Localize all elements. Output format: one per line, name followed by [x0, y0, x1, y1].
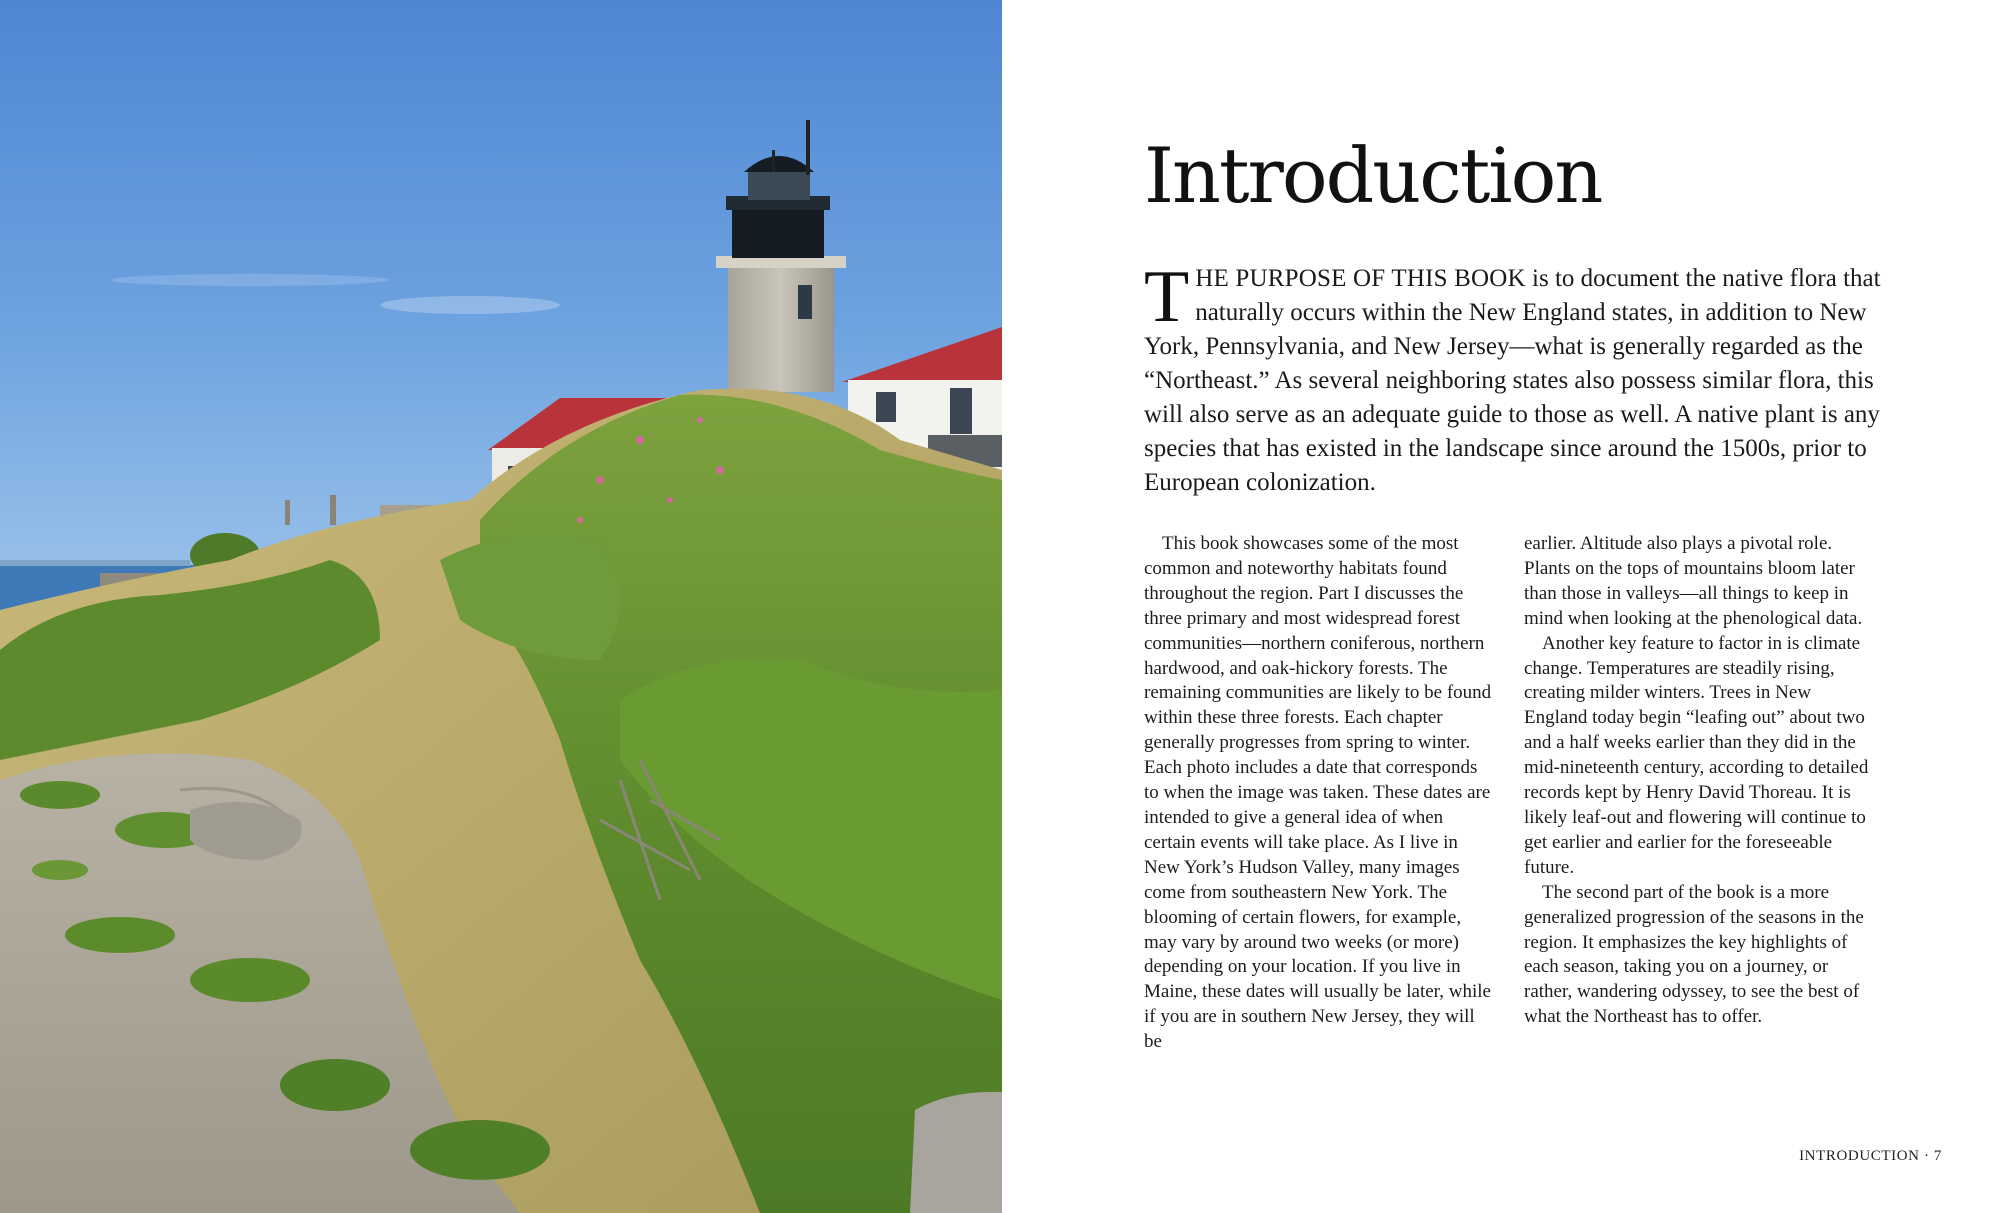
body-column-right — [1524, 532, 1876, 1030]
drop-cap: T — [1144, 256, 1190, 338]
page-folio: INTRODUCTION · 7 — [1799, 1148, 1942, 1164]
body-paragraph: earlier. Altitude also plays a pivotal role. Plants on the tops of mountains bloom later than those in valleys—all things to keep in mind when looking at the phenological data. — [1524, 533, 1863, 629]
body-column-left — [1144, 532, 1496, 1055]
lead-smallcaps: HE PURPOSE OF THIS BOOK — [1195, 265, 1526, 292]
text-page — [1002, 0, 2000, 1213]
body-paragraph: This book showcases some of the most common and noteworthy habitats found throughout the region. Part I discusses the three primary and most widespread forest communities—northern coniferous, northern hardwood, and oak-hickory forests. The remaining communities are likely to be found within these three forests. Each chapter generally progresses from spring to winter. Each photo includes a date that corresponds to when the image was taken. These dates are intended to give a general idea of when certain events will take place. As I live in New York’s Hudson Valley, many images come from southeastern New York. The blooming of certain flowers, for example, may vary by around two weeks (or more) depending on your location. If you live in Maine, these dates will usually be later, while if you are in southern New Jersey, they will be — [1144, 533, 1492, 1053]
lead-paragraph — [1144, 256, 1894, 500]
page-title: Introduction — [1144, 131, 1602, 220]
body-paragraph: The second part of the book is a more generalized progression of the seasons in the region. It emphasizes the key highlights of each season, taking you on a journey, or rather, wandering odyssey, to see the best of what the Northeast has to offer. — [1524, 881, 1864, 1028]
body-paragraph: Another key feature to factor in is climate change. Temperatures are steadily rising, creating milder winters. Trees in New England today begin “leafing out” about two and a half weeks earlier than they did in the mid-nineteenth century, according to detailed records kept by Henry David Thoreau. It is likely leaf-out and flowering will continue to get earlier and earlier for the foreseeable future. — [1524, 632, 1869, 878]
lead-text: is to document the native flora that naturally occurs within the New England states, in addition to New York, Pennsylvania, and New Jersey—what is generally regarded as the “Northeast.” As several neighboring states also possess similar flora, this will also serve as an adequate guide to those as well. A native plant is any species that has existed in the landscape since around the 1500s, prior to European colonization. — [1144, 265, 1881, 496]
